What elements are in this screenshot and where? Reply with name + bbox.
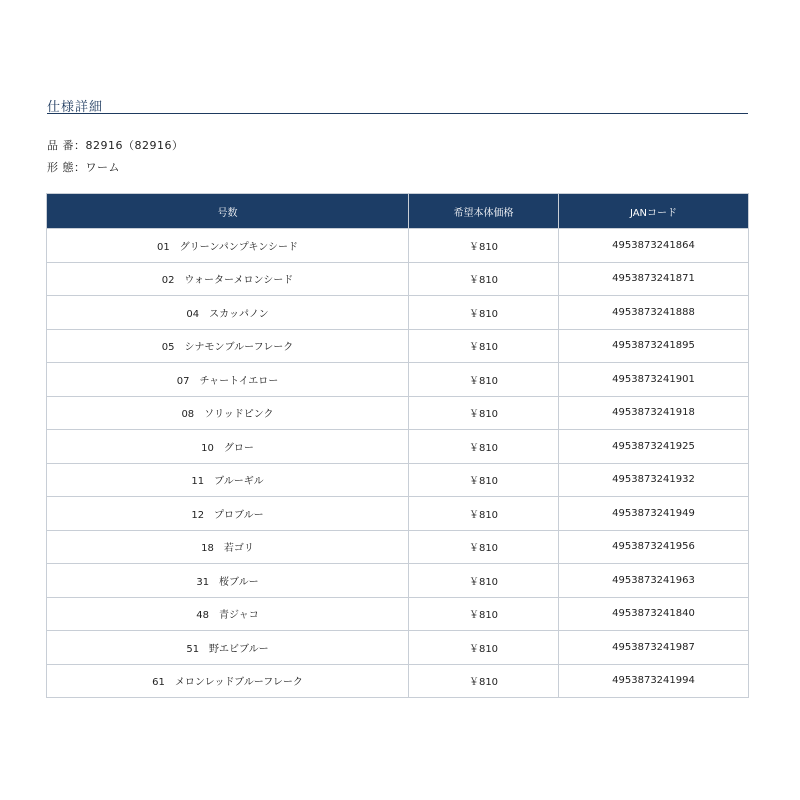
row-color-name: 11 ブルーギル: [47, 463, 409, 497]
row-price: ￥810: [409, 430, 559, 464]
row-price: ￥810: [409, 564, 559, 598]
row-color-name: 51 野エビブルー: [47, 631, 409, 665]
row-color-name: 05 シナモンブルーフレーク: [47, 329, 409, 363]
row-color-name: 08 ソリッドピンク: [47, 396, 409, 430]
row-jan-code: 4953873241840: [559, 597, 749, 631]
row-jan-code: 4953873241987: [559, 631, 749, 665]
row-jan-code: 4953873241901: [559, 363, 749, 397]
section-title-underline: [47, 113, 748, 114]
product-form: 形 態：ワーム: [47, 161, 120, 174]
row-jan-code: 4953873241994: [559, 664, 749, 698]
table-row: [47, 564, 749, 598]
row-color-name: 04 スカッパノン: [47, 296, 409, 330]
row-price: ￥810: [409, 530, 559, 564]
table-row: [47, 497, 749, 531]
table-body: [47, 229, 749, 698]
row-price: ￥810: [409, 664, 559, 698]
row-price: ￥810: [409, 631, 559, 665]
row-color-name: 48 青ジャコ: [47, 597, 409, 631]
row-color-name: 07 チャートイエロー: [47, 363, 409, 397]
row-price: ￥810: [409, 363, 559, 397]
row-price: ￥810: [409, 296, 559, 330]
row-price: ￥810: [409, 597, 559, 631]
table-row: [47, 597, 749, 631]
row-color-name: 02 ウォーターメロンシード: [47, 262, 409, 296]
row-color-name: 18 若ゴリ: [47, 530, 409, 564]
column-header-number: 号数: [47, 194, 409, 229]
table-row: [47, 631, 749, 665]
table-row: [47, 229, 749, 263]
row-price: ￥810: [409, 463, 559, 497]
table-row: [47, 430, 749, 464]
row-color-name: 12 プロブルー: [47, 497, 409, 531]
row-color-name: 10 グロー: [47, 430, 409, 464]
row-price: ￥810: [409, 396, 559, 430]
row-jan-code: 4953873241918: [559, 396, 749, 430]
row-jan-code: 4953873241925: [559, 430, 749, 464]
row-jan-code: 4953873241888: [559, 296, 749, 330]
row-price: ￥810: [409, 262, 559, 296]
row-color-name: 01 グリーンパンプキンシード: [47, 229, 409, 263]
row-jan-code: 4953873241871: [559, 262, 749, 296]
table-header-row: [47, 194, 749, 229]
column-header-price: 希望本体価格: [409, 194, 559, 229]
row-color-name: 61 メロンレッドブルーフレーク: [47, 664, 409, 698]
row-price: ￥810: [409, 497, 559, 531]
table-row: [47, 262, 749, 296]
table-row: [47, 664, 749, 698]
row-jan-code: 4953873241932: [559, 463, 749, 497]
row-jan-code: 4953873241864: [559, 229, 749, 263]
row-jan-code: 4953873241963: [559, 564, 749, 598]
row-price: ￥810: [409, 329, 559, 363]
table-row: [47, 396, 749, 430]
section-title: 仕様詳細: [47, 100, 104, 115]
column-header-jan: JANコード: [559, 194, 749, 229]
row-color-name: 31 桜ブルー: [47, 564, 409, 598]
row-jan-code: 4953873241949: [559, 497, 749, 531]
table-row: [47, 530, 749, 564]
row-jan-code: 4953873241956: [559, 530, 749, 564]
table-row: [47, 329, 749, 363]
row-jan-code: 4953873241895: [559, 329, 749, 363]
table-row: [47, 363, 749, 397]
spec-table: [46, 193, 749, 698]
row-price: ￥810: [409, 229, 559, 263]
table-row: [47, 463, 749, 497]
table-row: [47, 296, 749, 330]
product-number: 品 番：82916（82916）: [47, 139, 184, 152]
